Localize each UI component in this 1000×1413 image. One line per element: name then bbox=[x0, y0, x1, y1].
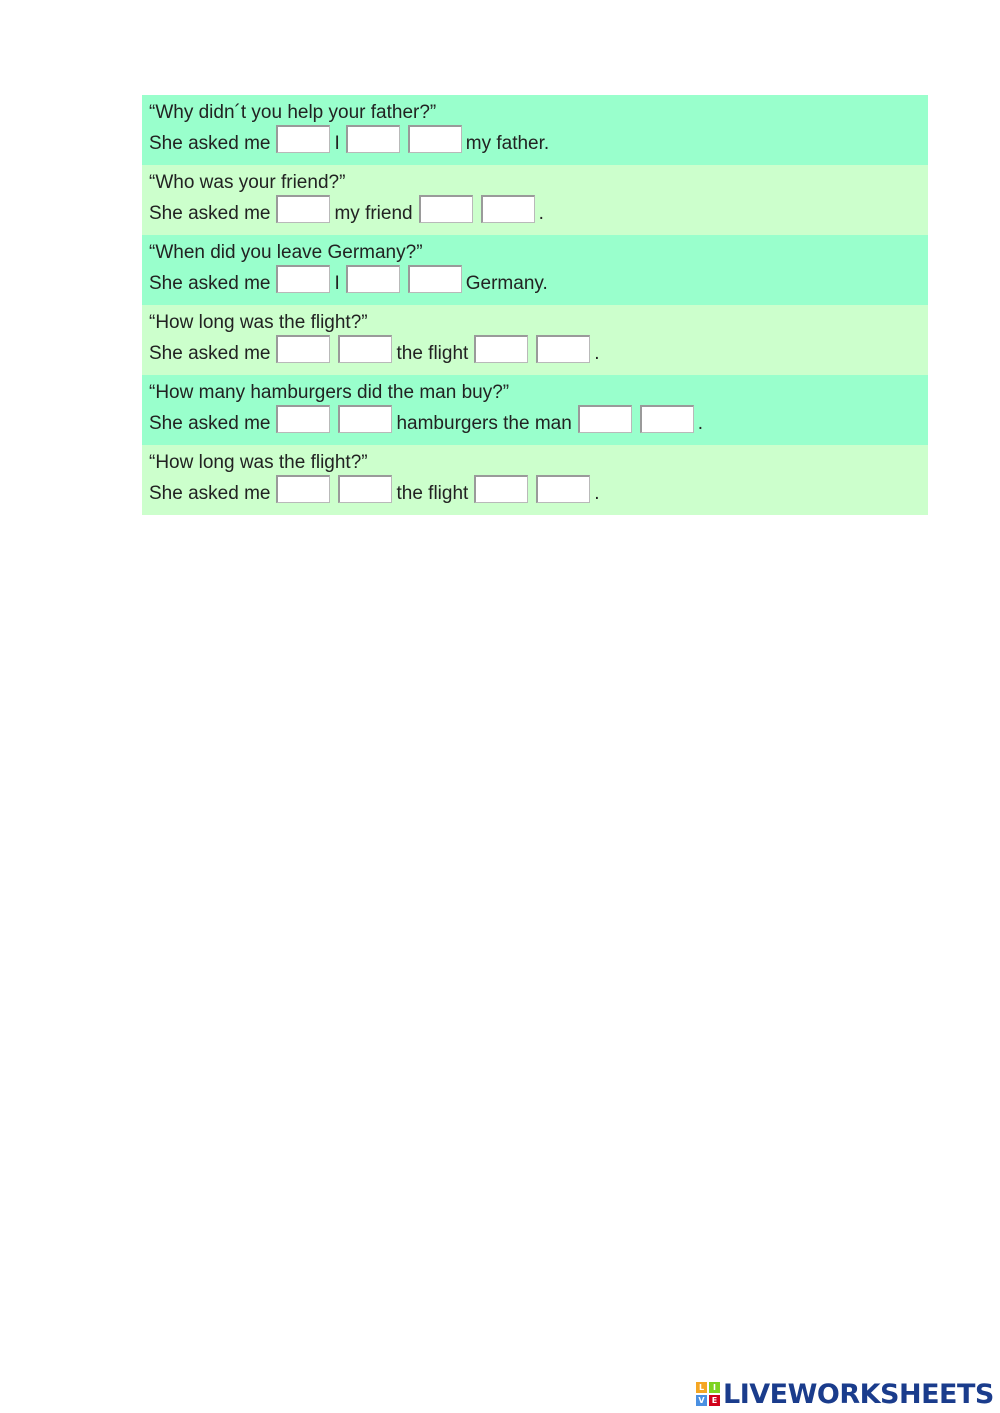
exercise-row-2 bbox=[142, 165, 928, 235]
answer-blank-3[interactable] bbox=[474, 335, 528, 363]
answer-text: the flight bbox=[396, 483, 469, 504]
question-text: “How many hamburgers did the man buy?” bbox=[149, 382, 510, 403]
question-text: “How long was the flight?” bbox=[149, 312, 368, 333]
answer-text: . bbox=[538, 203, 544, 224]
answer-line bbox=[149, 265, 548, 299]
answer-line bbox=[149, 195, 544, 229]
answer-blank-2[interactable] bbox=[338, 335, 392, 363]
answer-line bbox=[149, 125, 549, 159]
answer-blank-1[interactable] bbox=[276, 405, 330, 433]
answer-blank-3[interactable] bbox=[474, 475, 528, 503]
answer-blank-4[interactable] bbox=[536, 475, 590, 503]
answer-text: the flight bbox=[396, 343, 469, 364]
logo-mark-letter: V bbox=[696, 1395, 707, 1406]
answer-blank-4[interactable] bbox=[536, 335, 590, 363]
answer-text: . bbox=[594, 483, 600, 504]
exercise-row-4 bbox=[142, 305, 928, 375]
liveworksheets-logo bbox=[696, 1378, 994, 1410]
answer-blank-2[interactable] bbox=[346, 125, 400, 153]
answer-blank-2[interactable] bbox=[338, 475, 392, 503]
question-text: “Why didn´t you help your father?” bbox=[149, 102, 437, 123]
answer-text: I bbox=[334, 133, 340, 154]
brand-name: LIVEWORKSHEETS bbox=[723, 1378, 994, 1410]
answer-lead: She asked me bbox=[149, 203, 271, 224]
answer-blank-2[interactable] bbox=[338, 405, 392, 433]
answer-blank-3[interactable] bbox=[408, 265, 462, 293]
logo-mark-letter: I bbox=[709, 1382, 720, 1393]
answer-line bbox=[149, 335, 600, 369]
answer-text: my friend bbox=[334, 203, 413, 224]
worksheet bbox=[142, 95, 928, 515]
answer-blank-1[interactable] bbox=[276, 265, 330, 293]
answer-blank-3[interactable] bbox=[408, 125, 462, 153]
answer-line bbox=[149, 405, 703, 439]
question-text: “Who was your friend?” bbox=[149, 172, 346, 193]
answer-lead: She asked me bbox=[149, 343, 271, 364]
logo-mark-icon bbox=[696, 1382, 720, 1406]
answer-blank-1[interactable] bbox=[276, 335, 330, 363]
answer-blank-2[interactable] bbox=[346, 265, 400, 293]
answer-blank-3[interactable] bbox=[481, 195, 535, 223]
answer-text: hamburgers the man bbox=[396, 413, 572, 434]
logo-mark-letter: L bbox=[696, 1382, 707, 1393]
answer-blank-2[interactable] bbox=[419, 195, 473, 223]
logo-mark-letter: E bbox=[709, 1395, 720, 1406]
answer-text: . bbox=[697, 413, 704, 434]
question-text: “When did you leave Germany?” bbox=[149, 242, 423, 263]
answer-text: my father. bbox=[465, 133, 550, 154]
answer-lead: She asked me bbox=[149, 413, 271, 434]
question-text: “How long was the flight?” bbox=[149, 452, 368, 473]
answer-blank-1[interactable] bbox=[276, 475, 330, 503]
exercise-row-5 bbox=[142, 375, 928, 445]
exercise-row-3 bbox=[142, 235, 928, 305]
answer-text: Germany. bbox=[465, 273, 548, 294]
answer-text: I bbox=[334, 273, 340, 294]
answer-lead: She asked me bbox=[149, 133, 271, 154]
answer-lead: She asked me bbox=[149, 483, 271, 504]
answer-blank-3[interactable] bbox=[578, 405, 632, 433]
answer-lead: She asked me bbox=[149, 273, 271, 294]
exercise-row-1 bbox=[142, 95, 928, 165]
answer-blank-1[interactable] bbox=[276, 125, 330, 153]
exercise-row-6 bbox=[142, 445, 928, 515]
answer-blank-1[interactable] bbox=[276, 195, 330, 223]
answer-blank-4[interactable] bbox=[640, 405, 694, 433]
answer-text: . bbox=[594, 343, 600, 364]
answer-line bbox=[149, 475, 600, 509]
